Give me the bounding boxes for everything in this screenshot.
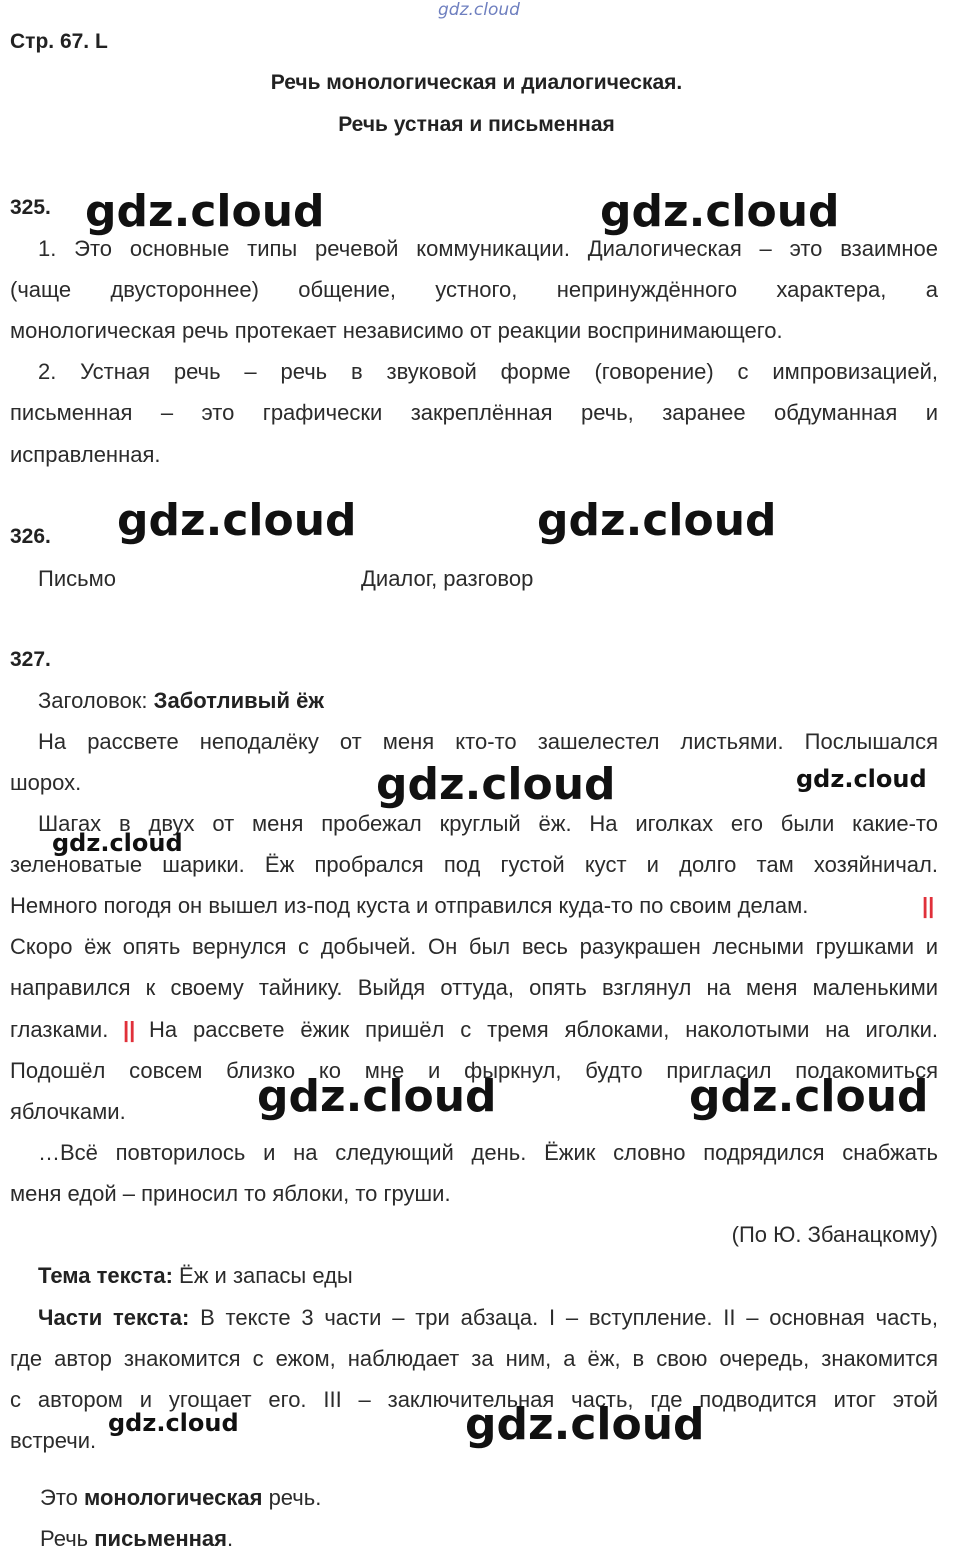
section-title-line-2: Речь устная и письменная [338,113,615,136]
ex327-line-1: На рассвете неподалёку от меня кто-то зашелестел листьями. Послышался [38,729,938,754]
conclusion-2-post: . [226,1526,234,1551]
ex327-line-7: направился к своему тайнику. Выйдя оттуда, опять взглянул на меня маленькими [10,975,938,1000]
heading-label: Заголовок: [38,688,154,713]
ex327-line-13: меня едой – приносил то яблоки, то груши. [10,1181,451,1206]
ex327-line-2: шорох. [10,770,82,795]
ex325-line-4: 2. Устная речь – речь в звуковой форме (говорение) с импровизацией, [38,359,938,384]
conclusion-2-pre: Речь [40,1526,95,1551]
text-parts-line-1 [38,1297,938,1338]
page-reference: Стр. 67. L [10,30,108,53]
theme-label: Тема текста: [38,1263,173,1288]
exercise-number-325: 325. [10,196,51,219]
section-title-line-1: Речь монологическая и диалогическая. [270,71,683,94]
ex327-line-9: На рассвете ёжик пришёл с тремя яблоками, наколотыми на иголки. [149,1017,938,1042]
conclusion-1-post: речь. [262,1485,322,1510]
ex327-line-8: глазками. [10,1017,109,1042]
ex325-line-5: письменная – это графически закреплённая речь, заранее обдуманная и [10,400,938,425]
ex327-line-5: Немного погодя он вышел из-под куста и отправился куда-то по своим делам. [10,893,809,918]
text-parts-line-4: встречи. [10,1428,97,1453]
watermark: gdz.cloud [52,829,183,857]
watermark: gdz.cloud [85,186,325,237]
ex326-answer-right: Диалог, разговор [361,566,534,591]
conclusion-1-bold: монологическая [84,1485,263,1510]
ex325-line-3: монологическая речь протекает независимо от реакции воспринимающего. [10,318,783,343]
watermark: gdz.cloud [376,759,616,810]
watermark-top: gdz.cloud [438,0,520,20]
watermark: gdz.cloud [257,1071,497,1122]
watermark: gdz.cloud [689,1071,929,1122]
ex327-line-12: …Всё повторилось и на следующий день. Ёжик словно подрядился снабжать [38,1140,938,1165]
conclusion-2 [40,1518,233,1559]
ex325-line-2: (чаще двустороннее) общение, устного, непринуждённого характера, а [10,277,938,302]
conclusion-1 [40,1477,321,1518]
conclusion-1-pre: Это [40,1485,84,1510]
ex327-line-4: зеленоватые шарики. Ёж пробрался под густой куст и долго там хозяйничал. [10,852,938,877]
exercise-number-326: 326. [10,525,51,548]
paragraph-divider-2: || [123,1017,136,1042]
parts-value-1: В тексте 3 части – три абзаца. I – вступление. II – основная часть, [189,1305,938,1330]
heading-value: Заботливый ёж [153,688,324,713]
ex326-answer-left: Письмо [38,566,116,591]
parts-label: Части текста: [38,1305,190,1330]
text-parts-line-2: где автор знакомится с ежом, наблюдает за ним, а ёж, в свою очередь, знакомится [10,1346,938,1371]
theme-value: Ёж и запасы еды [172,1263,353,1288]
ex325-line-6: исправленная. [10,442,161,467]
watermark: gdz.cloud [465,1399,705,1450]
watermark: gdz.cloud [108,1409,239,1437]
text-theme [38,1255,353,1296]
ex327-line-6: Скоро ёж опять вернулся с добычей. Он был весь разукрашен лесными грушками и [10,934,938,959]
exercise-number-327: 327. [10,648,51,671]
ex327-heading [38,688,324,714]
ex325-line-1: 1. Это основные типы речевой коммуникации. Диалогическая – это взаимное [38,236,938,261]
watermark: gdz.cloud [117,495,357,546]
watermark: gdz.cloud [600,186,840,237]
ex327-line-10: Подошёл совсем близко ко мне и фыркнул, будто пригласил полакомиться [10,1058,938,1083]
watermark: gdz.cloud [537,495,777,546]
text-source: (По Ю. Збанацкому) [731,1222,938,1247]
ex327-line-3: Шагах в двух от меня пробежал круглый ёж. На иголках его были какие-то [38,811,938,836]
conclusion-2-bold: письменная [94,1526,227,1551]
ex327-line-11: яблочками. [10,1099,126,1124]
text-parts-line-3: с автором и угощает его. III – заключительная часть, где подводится итог этой [10,1387,938,1412]
watermark: gdz.cloud [796,765,927,793]
paragraph-divider-1: || [922,893,935,918]
